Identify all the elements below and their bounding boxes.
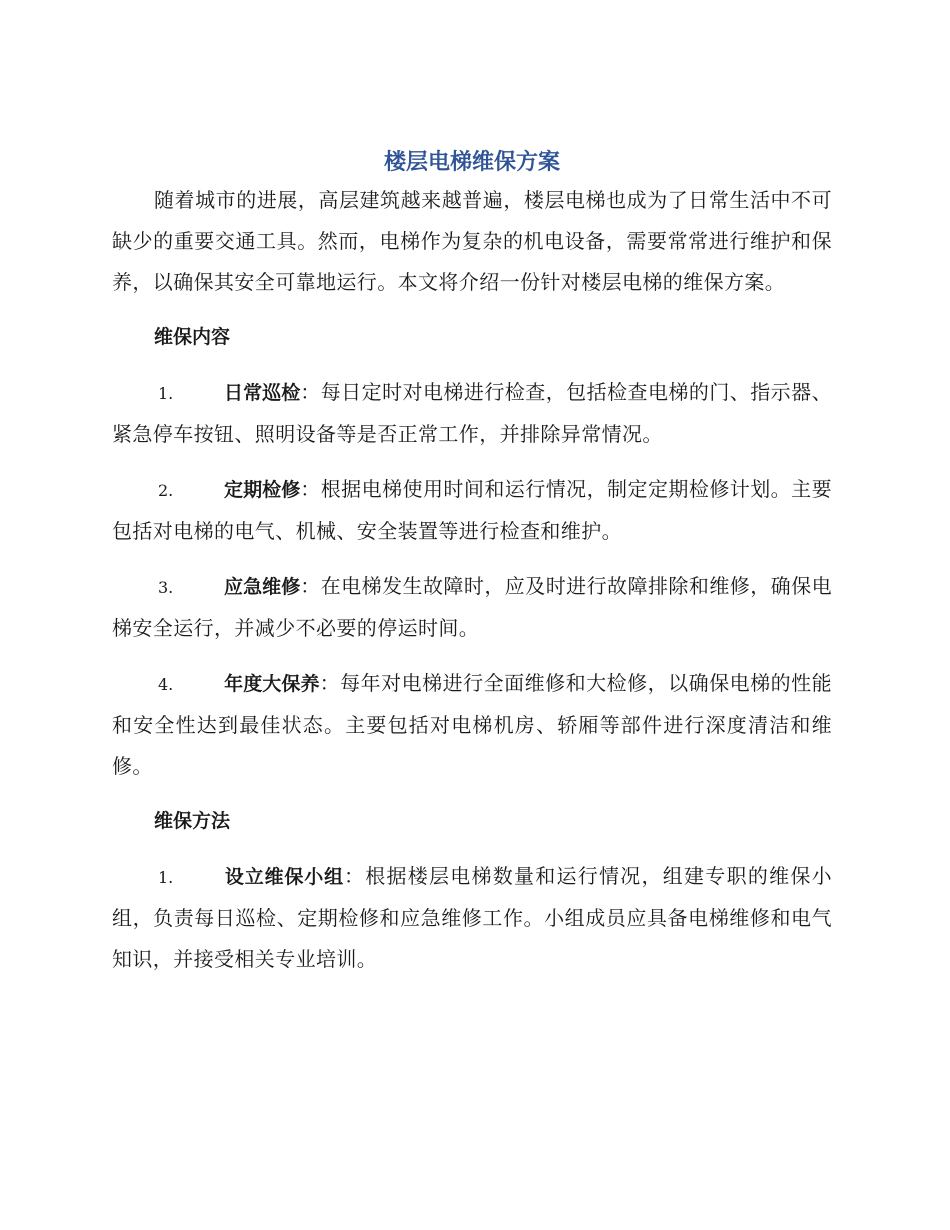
list-item <box>112 566 832 649</box>
list-item-text: ：每年对电梯进行全面维修和大检修，以确保电梯的性能和安全性达到最佳状态。主要包括对电梯机房、轿厢等部件进行深度清洁和维修。 <box>112 671 832 778</box>
list-item <box>112 469 832 552</box>
list-item-term: 年度大保养 <box>224 673 320 695</box>
document-page <box>112 146 832 980</box>
document-title: 楼层电梯维保方案 <box>383 150 560 175</box>
list-item-text: ：根据楼层电梯数量和运行情况，组建专职的维保小组，负责每日巡检、定期检修和应急维修工作。小组成员应具备电梯维修和电气知识，并接受相关专业培训。 <box>112 864 832 971</box>
list-item-number: 4. <box>158 675 174 694</box>
list-item-number: 2. <box>158 481 174 500</box>
list-item <box>112 856 832 980</box>
list-item-number: 1. <box>158 384 174 403</box>
list-item-term: 日常巡检 <box>224 382 301 404</box>
list-item-number: 1. <box>158 868 174 887</box>
intro-paragraph: 随着城市的进展，高层建筑越来越普遍，楼层电梯也成为了日常生活中不可缺少的重要交通工具。然而，电梯作为复杂的机电设备，需要常常进行维护和保养，以确保其安全可靠地运行。本文将介绍一份针对楼层电梯的维保方案。 <box>112 188 832 294</box>
list-item-text: ：根据电梯使用时间和运行情况，制定定期检修计划。主要包括对电梯的电气、机械、安全装置等进行检查和维护。 <box>112 477 832 543</box>
list-item-text: ：每日定时对电梯进行检查，包括检查电梯的门、指示器、紧急停车按钮、照明设备等是否正常工作，并排除异常情况。 <box>112 380 832 446</box>
list-item-number: 3. <box>158 578 174 597</box>
list-item-text: ：在电梯发生故障时，应及时进行故障排除和维修，确保电梯安全运行，并减少不必要的停运时间。 <box>112 574 832 640</box>
section-heading-maintenance-method: 维保方法 <box>154 810 231 832</box>
list-item <box>112 372 832 455</box>
section-heading-maintenance-content: 维保内容 <box>154 326 231 348</box>
list-item-term: 应急维修 <box>224 576 301 598</box>
list-item-term: 设立维保小组 <box>224 866 344 888</box>
list-item <box>112 663 832 787</box>
list-item-term: 定期检修 <box>224 479 301 501</box>
